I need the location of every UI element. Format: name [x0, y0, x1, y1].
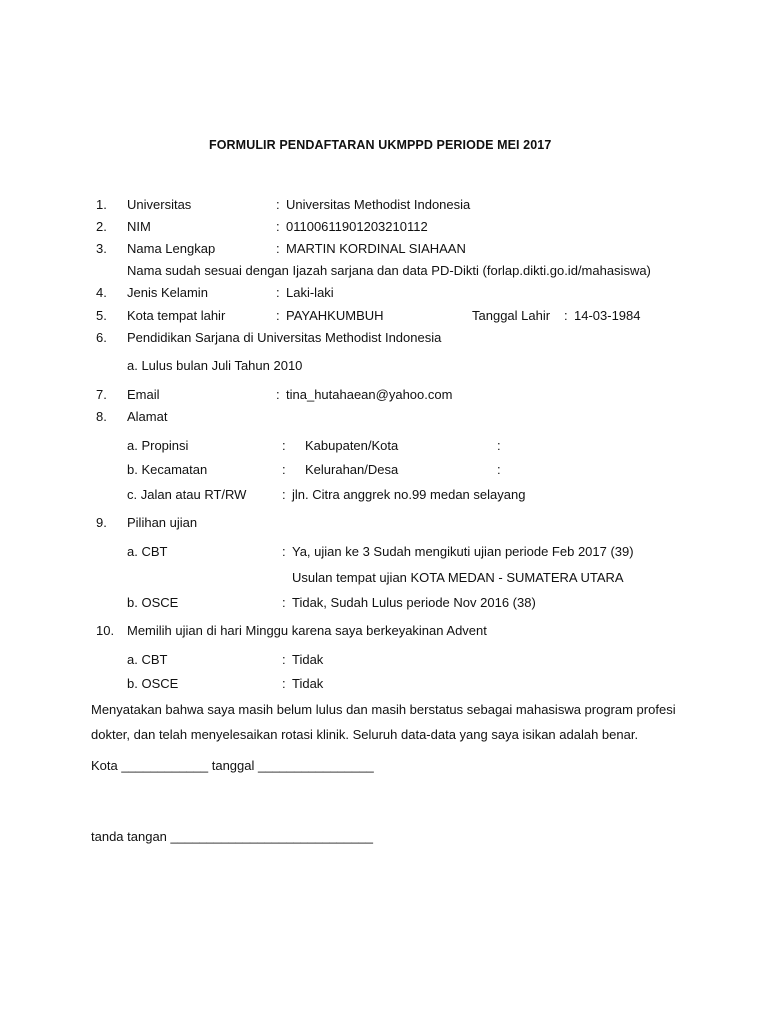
label-jenis-kelamin: Jenis Kelamin — [127, 285, 208, 300]
sub-osce-minggu: b. OSCE — [127, 676, 179, 691]
statement-line-1: Menyatakan bahwa saya masih belum lulus dan masih berstatus sebagai mahasiswa program profesi — [91, 702, 676, 717]
label-pendidikan-sarjana: Pendidikan Sarjana di Universitas Methodist Indonesia — [127, 330, 442, 345]
label-kabupaten-kota: Kabupaten/Kota — [305, 438, 399, 453]
item-number-10: 10. — [96, 623, 115, 638]
value-tanggal-lahir: 14-03-1984 — [574, 308, 641, 323]
colon: : — [282, 462, 286, 477]
tanda-tangan-line: tanda tangan ____________________________ — [91, 829, 373, 844]
item-number-8: 8. — [96, 409, 107, 424]
label-pilihan-ujian: Pilihan ujian — [127, 515, 198, 530]
value-cbt: Ya, ujian ke 3 Sudah mengikuti ujian periode Feb 2017 (39) — [292, 544, 634, 559]
label-tanggal-lahir: Tanggal Lahir — [472, 308, 551, 323]
note-nama: Nama sudah sesuai dengan Ijazah sarjana dan data PD-Dikti (forlap.dikti.go.id/mahasiswa) — [127, 263, 651, 278]
value-universitas: Universitas Methodist Indonesia — [286, 197, 471, 212]
colon: : — [282, 438, 286, 453]
item-number-7: 7. — [96, 387, 107, 402]
value-usulan-tempat: Usulan tempat ujian KOTA MEDAN - SUMATERA UTARA — [292, 570, 624, 585]
value-cbt-minggu: Tidak — [292, 652, 324, 667]
colon: : — [497, 438, 501, 453]
colon: : — [276, 197, 280, 212]
colon: : — [282, 652, 286, 667]
colon: : — [497, 462, 501, 477]
item-number-6: 6. — [96, 330, 107, 345]
sub-propinsi: a. Propinsi — [127, 438, 189, 453]
value-nama-lengkap: MARTIN KORDINAL SIAHAAN — [286, 241, 466, 256]
sub-kecamatan: b. Kecamatan — [127, 462, 208, 477]
label-alamat: Alamat — [127, 409, 168, 424]
colon: : — [276, 219, 280, 234]
label-nim: NIM — [127, 219, 151, 234]
label-universitas: Universitas — [127, 197, 192, 212]
value-kota-tempat-lahir: PAYAHKUMBUH — [286, 308, 384, 323]
colon: : — [282, 595, 286, 610]
colon: : — [276, 241, 280, 256]
colon: : — [276, 285, 280, 300]
value-osce-minggu: Tidak — [292, 676, 324, 691]
colon: : — [276, 308, 280, 323]
value-email: tina_hutahaean@yahoo.com — [286, 387, 453, 402]
statement-line-2: dokter, dan telah menyelesaikan rotasi klinik. Seluruh data-data yang saya isikan adalah benar. — [91, 727, 639, 742]
colon: : — [564, 308, 568, 323]
colon: : — [282, 676, 286, 691]
form-title: FORMULIR PENDAFTARAN UKMPPD PERIODE MEI 2017 — [209, 138, 552, 152]
label-hari-minggu: Memilih ujian di hari Minggu karena saya berkeyakinan Advent — [127, 623, 487, 638]
item-number-3: 3. — [96, 241, 107, 256]
value-osce: Tidak, Sudah Lulus periode Nov 2016 (38) — [292, 595, 536, 610]
item-number-5: 5. — [96, 308, 107, 323]
item-number-9: 9. — [96, 515, 107, 530]
item-number-4: 4. — [96, 285, 107, 300]
value-jenis-kelamin: Laki-laki — [286, 285, 334, 300]
item-number-1: 1. — [96, 197, 107, 212]
kota-tanggal-line: Kota ____________ tanggal ________________ — [91, 758, 374, 773]
sub-osce: b. OSCE — [127, 595, 179, 610]
value-jalan: jln. Citra anggrek no.99 medan selayang — [292, 487, 526, 502]
label-nama-lengkap: Nama Lengkap — [127, 241, 216, 256]
sub-lulus: a. Lulus bulan Juli Tahun 2010 — [127, 358, 303, 373]
item-number-2: 2. — [96, 219, 107, 234]
colon: : — [276, 387, 280, 402]
sub-cbt-minggu: a. CBT — [127, 652, 168, 667]
label-kelurahan-desa: Kelurahan/Desa — [305, 462, 399, 477]
value-nim: 01100611901203210112 — [286, 219, 428, 234]
colon: : — [282, 487, 286, 502]
sub-jalan: c. Jalan atau RT/RW — [127, 487, 247, 502]
label-kota-tempat-lahir: Kota tempat lahir — [127, 308, 226, 323]
sub-cbt: a. CBT — [127, 544, 168, 559]
colon: : — [282, 544, 286, 559]
label-email: Email — [127, 387, 160, 402]
